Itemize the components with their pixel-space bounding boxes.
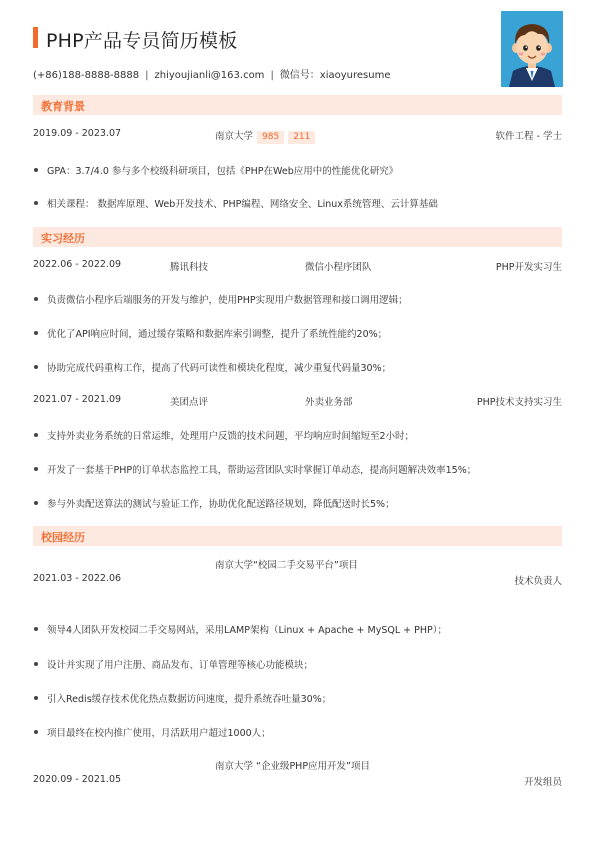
section-title: 校园经历: [41, 531, 85, 544]
phone-number: (+86)188-8888-8888: [33, 70, 140, 81]
tag-badge: 211: [288, 131, 315, 144]
bullet-dot-icon: [34, 433, 38, 437]
section-internship: [33, 227, 562, 247]
project-row: [33, 558, 562, 602]
bullet-dot-icon: [34, 365, 38, 369]
department-name: 外卖业务部: [305, 397, 353, 408]
section-campus: [33, 526, 562, 546]
job-date: 2021.07 - 2021.09: [33, 394, 122, 405]
project-role: 技术负责人: [514, 576, 562, 587]
list-item-text: 项目最终在校内推广使用，月活跃用户超过1000人；: [47, 728, 271, 739]
bullet-dot-icon: [34, 331, 38, 335]
job-row: [33, 259, 562, 273]
list-item-text: 领导4人团队开发校园二手交易网站，采用LAMP架构（Linux + Apache + MySQL + PHP）；: [47, 625, 447, 636]
list-item-text: 开发了一套基于PHP的订单状态监控工具，帮助运营团队实时掌握订单动态，提高问题解决效率15%；: [47, 465, 477, 476]
project-name: 南京大学“校园二手交易平台”项目: [215, 560, 358, 571]
bullet-dot-icon: [34, 201, 38, 205]
school-name: [215, 128, 315, 144]
title-accent-bar: [33, 27, 38, 48]
company-name: 美团点评: [170, 397, 209, 408]
email-address[interactable]: zhiyoujianli@163.com: [154, 70, 265, 81]
list-item-text: 优化了API响应时间，通过缓存策略和数据库索引调整，提升了系统性能约20%；: [47, 329, 388, 340]
job-row: [33, 394, 562, 408]
bullet-dot-icon: [34, 297, 38, 301]
list-item-text: 设计并实现了用户注册、商品发布、订单管理等核心功能模块；: [47, 660, 314, 671]
list-item-text: 负责微信小程序后端服务的开发与维护，使用PHP实现用户数据管理和接口调用逻辑；: [47, 295, 408, 306]
list-item-text: 参与外卖配送算法的测试与验证工作，协助优化配送路径规划，降低配送时长5%；: [47, 499, 395, 510]
bullet-dot-icon: [34, 730, 38, 734]
education-date: 2019.09 - 2023.07: [33, 128, 122, 139]
avatar-photo: [501, 11, 563, 87]
project-date: 2020.09 - 2021.05: [33, 774, 122, 785]
school-label: 南京大学: [215, 131, 254, 142]
company-name: 腾讯科技: [170, 262, 209, 273]
tag-badge: 985: [257, 131, 284, 144]
list-item-text: 相关课程： 数据库原理、Web开发技术、PHP编程、网络安全、Linux系统管理、云计算基础: [47, 199, 438, 210]
major-degree: 软件工程 - 学士: [495, 131, 562, 142]
education-row: [33, 128, 562, 142]
list-item-text: GPA：3.7/4.0 参与多个校级科研项目，包括《PHP在Web应用中的性能优化研究》: [47, 166, 399, 177]
resume-title: PHP产品专员简历模板: [46, 30, 238, 52]
list-item-text: 协助完成代码重构工作，提高了代码可读性和模块化程度，减少重复代码量30%；: [47, 363, 392, 374]
bullet-dot-icon: [34, 662, 38, 666]
separator: |: [145, 70, 149, 81]
job-date: 2022.06 - 2022.09: [33, 259, 122, 270]
bullet-dot-icon: [34, 696, 38, 700]
section-education: [33, 95, 562, 115]
section-title: 实习经历: [41, 232, 85, 245]
section-title: 教育背景: [41, 100, 85, 113]
contact-line: [33, 66, 391, 81]
project-name: 南京大学 “企业级PHP应用开发”项目: [215, 761, 370, 772]
bullet-dot-icon: [34, 168, 38, 172]
list-item-text: 引入Redis缓存技术优化热点数据访问速度，提升系统吞吐量30%；: [47, 694, 332, 705]
avatar-illustration-icon: [501, 11, 563, 87]
job-role: PHP技术支持实习生: [476, 397, 562, 408]
bullet-dot-icon: [34, 467, 38, 471]
department-name: 微信小程序团队: [305, 262, 372, 273]
separator: |: [270, 70, 274, 81]
job-role: PHP开发实习生: [495, 262, 562, 273]
project-row: [33, 759, 562, 803]
bullet-dot-icon: [34, 501, 38, 505]
project-role: 开发组员: [523, 777, 562, 788]
bullet-dot-icon: [34, 627, 38, 631]
wechat-id: 微信号：xiaoyuresume: [279, 70, 391, 81]
project-date: 2021.03 - 2022.06: [33, 573, 122, 584]
list-item-text: 支持外卖业务系统的日常运维，处理用户反馈的技术问题，平均响应时间缩短至2小时；: [47, 431, 415, 442]
